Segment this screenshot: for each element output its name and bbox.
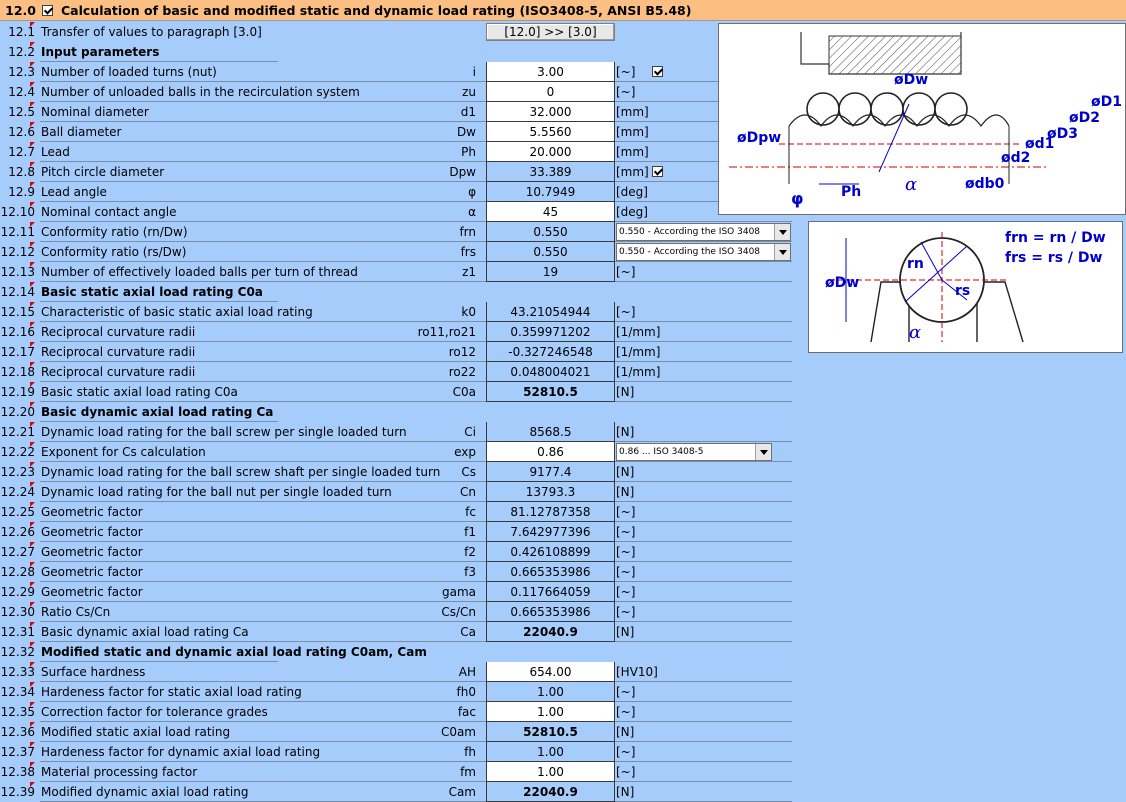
row-symbol: Dpw: [449, 165, 476, 179]
value-cell[interactable]: 1.00: [486, 702, 615, 722]
row-number: 12.38: [0, 765, 35, 779]
table-row: [0, 642, 792, 662]
value-cell[interactable]: 0.86: [486, 442, 615, 462]
unit-label: [N]: [616, 625, 635, 639]
row-symbol: d1: [460, 105, 476, 119]
row-label: Transfer of values to paragraph [3.0]: [41, 25, 262, 39]
value-cell: 0.048004021: [486, 362, 615, 382]
unit-label: [~]: [616, 85, 636, 99]
row-symbol: Cs: [461, 465, 476, 479]
unit-label: [~]: [616, 745, 636, 759]
comment-marker: [30, 182, 35, 187]
table-row: [0, 422, 792, 442]
chevron-down-icon[interactable]: [774, 224, 790, 240]
label-alpha-2: α: [909, 322, 922, 343]
comment-marker: [30, 442, 35, 447]
row-number: 12.14: [0, 285, 35, 299]
row-label: Basic dynamic axial load rating Ca: [41, 405, 274, 419]
value-cell: 7.642977396: [486, 522, 615, 542]
unit-label: [1/mm]: [616, 345, 661, 359]
label-db0: ødb0: [965, 176, 1005, 192]
value-cell: -0.327246548: [486, 342, 615, 362]
comment-marker: [30, 642, 35, 647]
table-row: [0, 122, 792, 142]
table-row: [0, 782, 792, 802]
unit-label: [deg]: [616, 185, 648, 199]
row-number: 12.15: [0, 305, 35, 319]
row-number: 12.25: [0, 505, 35, 519]
value-cell[interactable]: 32.000: [486, 102, 615, 122]
value-cell: 0.665353986: [486, 562, 615, 582]
label-d2: ød2: [1001, 150, 1031, 166]
value-cell: 19: [486, 262, 615, 282]
row-label: Modified dynamic axial load rating: [41, 785, 249, 799]
comment-marker: [30, 502, 35, 507]
comment-marker: [30, 342, 35, 347]
table-row: [0, 82, 792, 102]
table-row: [0, 542, 792, 562]
comment-marker: [30, 42, 35, 47]
comment-marker: [30, 742, 35, 747]
row-label: Number of effectively loaded balls per turn of thread: [41, 265, 358, 279]
row-label: Ball diameter: [41, 125, 122, 139]
value-cell: 0.550: [486, 242, 615, 262]
value-cell: 0.665353986: [486, 602, 615, 622]
row-label: Dynamic load rating for the ball screw per single loaded turn: [41, 425, 407, 439]
option-dropdown[interactable]: [616, 223, 791, 241]
value-cell: 43.21054944: [486, 302, 615, 322]
comment-marker: [30, 762, 35, 767]
value-cell: 22040.9: [486, 782, 615, 802]
unit-label: [N]: [616, 785, 635, 799]
table-row: [0, 262, 792, 282]
row-symbol: fm: [460, 765, 476, 779]
row-symbol: Cn: [460, 485, 476, 499]
value-cell[interactable]: 20.000: [486, 142, 615, 162]
unit-label: [~]: [616, 705, 636, 719]
comment-marker: [30, 202, 35, 207]
table-row: [0, 722, 792, 742]
lock-checkbox[interactable]: [652, 66, 663, 77]
row-label: Conformity ratio (rs/Dw): [41, 245, 187, 259]
comment-marker: [30, 722, 35, 727]
value-cell: 81.12787358: [486, 502, 615, 522]
table-row: [0, 182, 792, 202]
row-number: 12.18: [0, 365, 35, 379]
unit-label: [N]: [616, 725, 635, 739]
conformity-diagram: [808, 221, 1123, 353]
value-cell[interactable]: 45: [486, 202, 615, 222]
unit-label: [N]: [616, 425, 635, 439]
row-symbol: exp: [454, 445, 476, 459]
row-symbol: ro22: [448, 365, 476, 379]
chevron-down-icon[interactable]: [755, 444, 771, 460]
table-row: [0, 42, 792, 62]
label-dpw: øDpw: [737, 130, 782, 146]
unit-label: [mm]: [616, 145, 649, 159]
row-symbol: zu: [462, 85, 476, 99]
row-label: Dynamic load rating for the ball nut per single loaded turn: [41, 485, 392, 499]
comment-marker: [30, 622, 35, 627]
row-label: Input parameters: [41, 45, 160, 59]
unit-label: [~]: [616, 265, 636, 279]
comment-marker: [30, 82, 35, 87]
value-cell: 10.7949: [486, 182, 615, 202]
comment-marker: [30, 482, 35, 487]
value-cell: 0.550: [486, 222, 615, 242]
value-cell: 52810.5: [486, 722, 615, 742]
unit-label: [~]: [616, 565, 636, 579]
table-row: [0, 242, 792, 262]
table-row: [0, 22, 792, 42]
row-label: Conformity ratio (rn/Dw): [41, 225, 188, 239]
comment-marker: [30, 162, 35, 167]
row-label: Modified static axial load rating: [41, 725, 231, 739]
value-cell: 0.117664059: [486, 582, 615, 602]
table-row: [0, 602, 792, 622]
value-cell[interactable]: 5.5560: [486, 122, 615, 142]
unit-label: [mm]: [616, 125, 649, 139]
row-number: 12.11: [0, 225, 35, 239]
unit-label: [~]: [616, 65, 636, 79]
row-label: Material processing factor: [41, 765, 198, 779]
row-number: 12.34: [0, 685, 35, 699]
table-row: [0, 362, 792, 382]
row-symbol: Ca: [460, 625, 476, 639]
table-row: [0, 762, 792, 782]
row-number: 12.9: [8, 185, 35, 199]
value-cell: 1.00: [486, 682, 615, 702]
row-label: Reciprocal curvature radii: [41, 365, 196, 379]
row-symbol: frs: [460, 245, 476, 259]
value-cell[interactable]: 654.00: [486, 662, 615, 682]
table-row: [0, 622, 792, 642]
table-row: [0, 62, 792, 82]
row-label: Hardeness factor for dynamic axial load rating: [41, 745, 321, 759]
value-cell: 52810.5: [486, 382, 615, 402]
row-label: Basic static axial load rating C0a: [41, 385, 238, 399]
table-row: [0, 662, 792, 682]
row-label: Basic dynamic axial load rating Ca: [41, 625, 249, 639]
row-symbol: f2: [464, 545, 476, 559]
row-label: Lead: [41, 145, 70, 159]
table-row: [0, 102, 792, 122]
row-number: 12.35: [0, 705, 35, 719]
row-symbol: z1: [462, 265, 476, 279]
comment-marker: [30, 542, 35, 547]
section-checkbox[interactable]: [42, 5, 53, 16]
row-number: 12.31: [0, 625, 35, 639]
comment-marker: [30, 422, 35, 427]
unit-label: [mm]: [616, 105, 649, 119]
row-symbol: C0am: [440, 725, 476, 739]
row-symbol: Dw: [456, 125, 476, 139]
row-label: Geometric factor: [41, 525, 143, 539]
label-d1-cap: øD1: [1091, 94, 1122, 110]
comment-marker: [30, 562, 35, 567]
comment-marker: [30, 322, 35, 327]
comment-marker: [30, 122, 35, 127]
comment-marker: [30, 782, 35, 787]
comment-marker: [30, 262, 35, 267]
row-number: 12.13: [0, 265, 35, 279]
table-row: [0, 302, 792, 322]
row-number: 12.33: [0, 665, 35, 679]
value-cell: 22040.9: [486, 622, 615, 642]
row-number: 12.21: [0, 425, 35, 439]
unit-label: [deg]: [616, 205, 648, 219]
row-symbol: fh0: [456, 685, 476, 699]
comment-marker: [30, 102, 35, 107]
row-number: 12.7: [8, 145, 35, 159]
row-number: 12.3: [8, 65, 35, 79]
row-label: Dynamic load rating for the ball screw shaft per single loaded turn: [41, 465, 441, 479]
row-label: Exponent for Cs calculation: [41, 445, 206, 459]
label-d1: ød1: [1025, 136, 1055, 152]
table-row: [0, 462, 792, 482]
row-number: 12.20: [0, 405, 35, 419]
row-symbol: fac: [457, 705, 476, 719]
value-cell: 1.00: [486, 742, 615, 762]
row-label: Nominal contact angle: [41, 205, 177, 219]
table-row: [0, 282, 792, 302]
row-number: 12.32: [0, 645, 35, 659]
table-row: [0, 502, 792, 522]
row-number: 12.27: [0, 545, 35, 559]
row-label: Reciprocal curvature radii: [41, 345, 196, 359]
table-row: [0, 342, 792, 362]
row-label: Characteristic of basic static axial load rating: [41, 305, 313, 319]
row-number: 12.5: [8, 105, 35, 119]
chevron-down-icon[interactable]: [774, 244, 790, 260]
row-label: Hardeness factor for static axial load rating: [41, 685, 302, 699]
table-row: [0, 382, 792, 402]
formula-frs: frs = rs / Dw: [1005, 250, 1103, 266]
row-symbol: AH: [458, 665, 476, 679]
row-number: 12.1: [8, 25, 35, 39]
unit-label: [1/mm]: [616, 365, 661, 379]
row-symbol: i: [472, 65, 476, 79]
row-number: 12.24: [0, 485, 35, 499]
row-label: Modified static and dynamic axial load rating C0am, Cam: [41, 645, 427, 659]
row-label: Nominal diameter: [41, 105, 149, 119]
comment-marker: [30, 62, 35, 67]
row-symbol: f3: [464, 565, 476, 579]
row-symbol: fh: [464, 745, 476, 759]
lock-checkbox[interactable]: [652, 166, 663, 177]
row-symbol: k0: [461, 305, 476, 319]
row-number: 12.16: [0, 325, 35, 339]
unit-label: [~]: [616, 765, 636, 779]
unit-label: [~]: [616, 545, 636, 559]
value-cell[interactable]: 0: [486, 82, 615, 102]
row-label: Geometric factor: [41, 565, 143, 579]
transfer-button[interactable]: [12.0] >> [3.0]: [486, 23, 615, 41]
row-label: Number of unloaded balls in the recirculation system: [41, 85, 360, 99]
value-cell: 0.426108899: [486, 542, 615, 562]
row-symbol: Ci: [464, 425, 476, 439]
option-dropdown[interactable]: [616, 443, 772, 461]
comment-marker: [30, 222, 35, 227]
row-symbol: f1: [464, 525, 476, 539]
label-phi: φ: [791, 189, 804, 208]
table-row: [0, 162, 792, 182]
row-number: 12.8: [8, 165, 35, 179]
comment-marker: [30, 302, 35, 307]
row-number: 12.12: [0, 245, 35, 259]
comment-marker: [30, 662, 35, 667]
comment-marker: [30, 702, 35, 707]
section-header: [0, 0, 1126, 21]
label-rn: rn: [907, 256, 924, 272]
row-label: Geometric factor: [41, 585, 143, 599]
row-number: 12.26: [0, 525, 35, 539]
row-number: 12.30: [0, 605, 35, 619]
row-symbol: Ph: [461, 145, 476, 159]
row-number: 12.4: [8, 85, 35, 99]
dropdown-value: 0.550 - According the ISO 3408: [619, 227, 761, 237]
row-number: 12.36: [0, 725, 35, 739]
table-row: [0, 202, 792, 222]
unit-label: [~]: [616, 525, 636, 539]
table-row: [0, 702, 792, 722]
row-number: 12.23: [0, 465, 35, 479]
row-number: 12.29: [0, 585, 35, 599]
table-row: [0, 522, 792, 542]
formula-frn: frn = rn / Dw: [1005, 230, 1106, 246]
row-symbol: Cs/Cn: [441, 605, 476, 619]
table-row: [0, 742, 792, 762]
value-cell: 8568.5: [486, 422, 615, 442]
unit-label: [~]: [616, 585, 636, 599]
value-cell: 13793.3: [486, 482, 615, 502]
label-d2-cap: øD2: [1069, 110, 1100, 126]
row-label: Geometric factor: [41, 545, 143, 559]
value-cell[interactable]: 3.00: [486, 62, 615, 82]
value-cell[interactable]: 1.00: [486, 762, 615, 782]
unit-label: [mm]: [616, 165, 649, 179]
label-d3-cap: øD3: [1047, 126, 1078, 142]
row-number: 12.17: [0, 345, 35, 359]
unit-label: [~]: [616, 505, 636, 519]
row-symbol: ro11,ro21: [417, 325, 476, 339]
table-row: [0, 562, 792, 582]
comment-marker: [30, 382, 35, 387]
row-number: 12.28: [0, 565, 35, 579]
comment-marker: [30, 282, 35, 287]
table-row: [0, 402, 792, 422]
comment-marker: [30, 142, 35, 147]
row-symbol: φ: [468, 185, 476, 199]
row-symbol: α: [468, 205, 476, 219]
unit-label: [~]: [616, 305, 636, 319]
row-number: 12.22: [0, 445, 35, 459]
table-row: [0, 222, 792, 242]
label-rs: rs: [955, 283, 971, 299]
row-number: 12.6: [8, 125, 35, 139]
row-number: 12.19: [0, 385, 35, 399]
row-symbol: Cam: [448, 785, 476, 799]
table-row: [0, 582, 792, 602]
table-row: [0, 142, 792, 162]
unit-label: [~]: [616, 605, 636, 619]
row-symbol: C0a: [452, 385, 476, 399]
row-label: Basic static axial load rating C0a: [41, 285, 263, 299]
row-symbol: ro12: [448, 345, 476, 359]
row-label: Surface hardness: [41, 665, 146, 679]
row-number: 12.10: [0, 205, 35, 219]
comment-marker: [30, 582, 35, 587]
comment-marker: [30, 682, 35, 687]
value-cell: 9177.4: [486, 462, 615, 482]
comment-marker: [30, 462, 35, 467]
row-label: Correction factor for tolerance grades: [41, 705, 268, 719]
unit-label: [N]: [616, 485, 635, 499]
option-dropdown[interactable]: [616, 243, 791, 261]
value-cell: 33.389: [486, 162, 615, 182]
row-label: Number of loaded turns (nut): [41, 65, 217, 79]
comment-marker: [30, 242, 35, 247]
table-row: [0, 482, 792, 502]
row-symbol: fc: [465, 505, 476, 519]
row-number: 12.2: [8, 45, 35, 59]
row-label: Geometric factor: [41, 505, 143, 519]
table-row: [0, 322, 792, 342]
row-number: 12.39: [0, 785, 35, 799]
unit-label: [HV10]: [616, 665, 658, 679]
unit-label: [~]: [616, 685, 636, 699]
section-number: 12.0: [5, 3, 36, 18]
row-symbol: gama: [441, 585, 476, 599]
row-number: 12.37: [0, 745, 35, 759]
ball-screw-diagram: [718, 23, 1126, 215]
dropdown-value: 0.86 ... ISO 3408-5: [619, 447, 704, 457]
comment-marker: [30, 522, 35, 527]
comment-marker: [30, 362, 35, 367]
row-label: Reciprocal curvature radii: [41, 325, 196, 339]
label-dw: øDw: [894, 72, 929, 88]
row-symbol: frn: [459, 225, 476, 239]
table-row: [0, 442, 792, 462]
comment-marker: [30, 22, 35, 27]
unit-label: [N]: [616, 385, 635, 399]
label-dw-2: øDw: [825, 275, 860, 291]
unit-label: [N]: [616, 465, 635, 479]
comment-marker: [30, 402, 35, 407]
dropdown-value: 0.550 - According the ISO 3408: [619, 247, 761, 257]
row-label: Lead angle: [41, 185, 107, 199]
row-label: Ratio Cs/Cn: [41, 605, 111, 619]
section-title: Calculation of basic and modified static and dynamic load rating (ISO3408-5, ANSI B5.48): [61, 3, 692, 18]
comment-marker: [30, 602, 35, 607]
unit-label: [1/mm]: [616, 325, 661, 339]
value-cell: 0.359971202: [486, 322, 615, 342]
row-label: Pitch circle diameter: [41, 165, 165, 179]
label-ph: Ph: [841, 184, 862, 200]
table-row: [0, 682, 792, 702]
label-alpha: α: [905, 174, 918, 195]
